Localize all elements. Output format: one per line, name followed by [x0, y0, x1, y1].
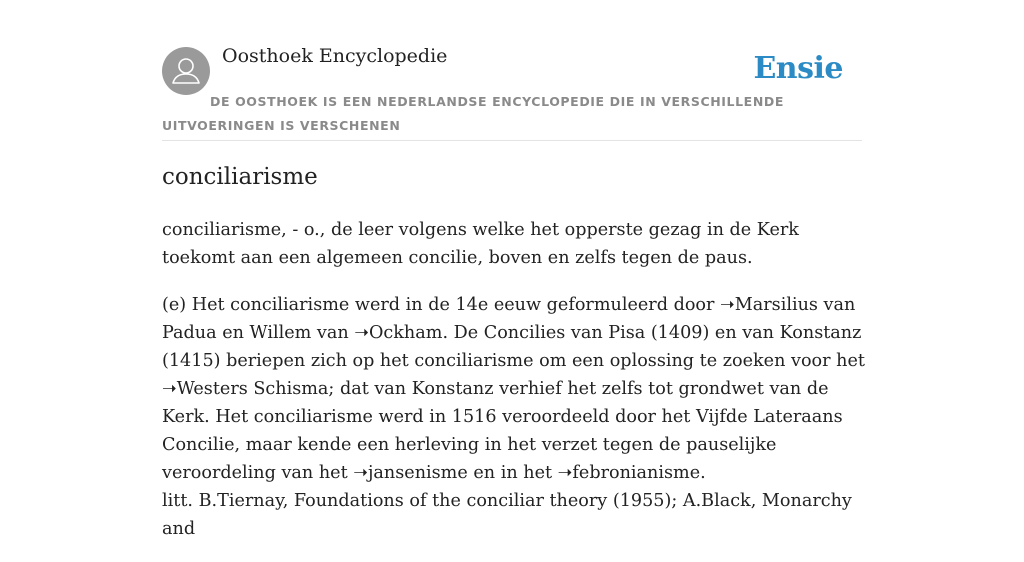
- ensie-logo[interactable]: Ensie: [753, 51, 843, 86]
- xref-westers-schisma-link[interactable]: ➝Westers Schisma: [162, 379, 329, 399]
- source-description: DE OOSTHOEK IS EEN NEDERLANDSE ENCYCLOPEDIE DIE IN VERSCHILLENDE UITVOERINGEN IS VERSCHENEN: [162, 94, 784, 133]
- source-avatar[interactable]: [162, 47, 210, 95]
- source-title-link[interactable]: Oosthoek Encyclopedie: [222, 45, 448, 67]
- body-text: . De Concilies van Pisa (1409) en van Konstanz (1415) beriepen zich op het conciliarisme om een oplossing te zoeken voor het: [162, 323, 865, 371]
- xref-jansenisme-link[interactable]: ➝jansenisme: [353, 463, 468, 483]
- body-text: van Padua en Willem van: [162, 295, 856, 343]
- body-text: ; dat van Konstanz verhief het zelfs tot grondwet van de Kerk. Het conciliarisme werd in 1516 veroordeeld door het Vijfde Lateraans Concilie, maar kende een herleving in het verzet tegen de pauselijke veroordeling van het: [162, 379, 843, 483]
- body-text: en in het: [467, 463, 558, 483]
- body-text: (e) Het conciliarisme werd in de 14e eeuw geformuleerd door: [162, 295, 721, 315]
- entry-definition: conciliarisme, - o., de leer volgens welke het opperste gezag in de Kerk toekomt aan een algemeen concilie, boven en zelfs tegen de paus.: [162, 220, 799, 268]
- xref-febronianisme-link[interactable]: ➝febronianisme: [557, 463, 701, 483]
- xref-marsilius-link[interactable]: ➝Marsilius: [720, 295, 818, 315]
- body-text: .: [700, 463, 706, 483]
- entry-body: [162, 291, 867, 487]
- page: [162, 0, 865, 539]
- entry-title: conciliarisme: [162, 164, 318, 190]
- xref-ockham-link[interactable]: ➝Ockham: [354, 323, 443, 343]
- entry-literature: litt. B.Tiernay, Foundations of the conciliar theory (1955); A.Black, Monarchy and: [162, 491, 852, 539]
- user-silhouette-icon: [162, 47, 210, 95]
- source-header: [162, 0, 862, 141]
- entry-content: [162, 216, 867, 562]
